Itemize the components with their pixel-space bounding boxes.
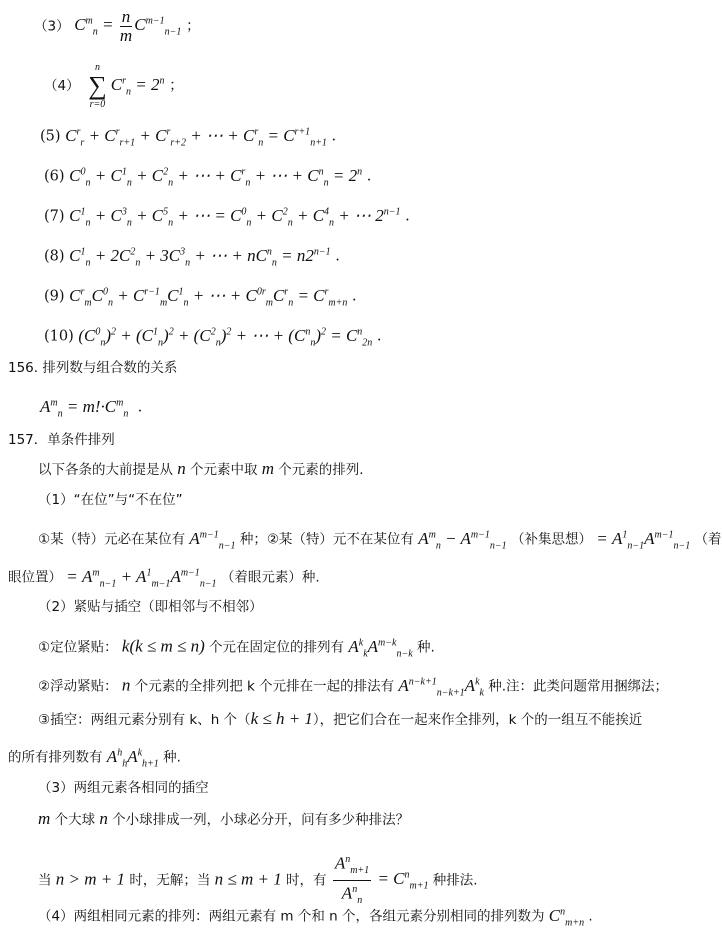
text: 个元素的排列. <box>278 462 364 478</box>
formula-7: (7) $C^1_n + C^3_n + C^5_n$ + ⋯ = $C^0_n + C^2_n + C^4_n$ + ⋯ $2^{n-1}$ . <box>44 205 410 229</box>
text: ③插空：两组元素分别有 k、h 个（ <box>38 712 251 728</box>
text: ①某（特）元必在某位有 <box>38 531 186 548</box>
section-157-title: 157．单条件排列 <box>8 432 115 448</box>
item-label: (7) <box>44 208 65 225</box>
section-156-title: 156. 排列数与组合数的关系 <box>8 360 178 376</box>
formula-9: (9) $C^r_mC^0_n + C^{r-1}_mC^1_n$ + ⋯ + $C^{0r}_mC^r_n = C^r_{m+n}$ . <box>44 285 357 309</box>
math: n <box>99 809 108 828</box>
text: 个元素中取 <box>190 462 258 478</box>
math: n > m + 1 <box>55 869 126 889</box>
text: （4）两组相同元素的排列：两组元素有 m 个和 n 个，各组元素分别相同的排列数为 <box>38 908 545 925</box>
text: （着眼元素）种. <box>220 569 320 586</box>
math: $C^1_n + 2C^2_n + 3C^3_n$ + ⋯ + $nC^n_n = n2^{n-1}$ <box>69 245 331 269</box>
sum-symbol: n ∑ r=0 <box>88 62 107 110</box>
math: k ≤ h + 1 <box>250 709 313 728</box>
math: n <box>121 675 131 695</box>
math: n ∑ r=0 $C^r_n = 2^n$ <box>88 62 165 110</box>
math: $A^k_kA^{m-k}_{n-k}$ <box>348 636 413 660</box>
formula-156: $A^m_n = m!\cdot C^m_n$ . <box>40 396 143 420</box>
item-label: (10) <box>44 328 74 345</box>
text: 个元素的全排列把 k 个元排在一起的排法有 <box>134 678 395 695</box>
sub1-line2 <box>8 563 320 594</box>
math: $C^0_n + C^1_n + C^2_n$ + ⋯ + $C^r_n$ + ⋯ + $C^n_n = 2^n$ <box>69 165 363 189</box>
sub2-line2 <box>38 672 668 703</box>
math: $A^m_n = m!\cdot C^m_n$ <box>40 396 129 420</box>
math: = $A^1_{n-1}A^{m-1}_{n-1}$ <box>596 528 691 552</box>
text: 种.注：此类问题常用捆绑法； <box>488 678 669 695</box>
text: （着 <box>694 531 722 548</box>
sub1-title: （1）“在位”与“不在位” <box>38 492 183 508</box>
sub2-line4 <box>8 743 181 774</box>
math: $C^n_{m+n}$ <box>548 905 585 929</box>
math: $A^{n-k+1}_{n-k+1}A^k_k$ <box>398 675 484 699</box>
text: 种排法. <box>432 872 478 889</box>
math: $\frac{A^n_{m+1}}{A^n_n}$ = $C^n_{m+1}$ <box>331 869 429 888</box>
math: n ≤ m + 1 <box>214 869 282 889</box>
math: $A^{m-1}_{n-1}$ <box>189 528 236 552</box>
text: 种；②某（特）元不在某位有 <box>239 531 414 548</box>
text: ），把它们合在一起来作全排列，k 个的一组互不能挨近 <box>312 712 643 728</box>
text: 眼位置） <box>8 569 62 586</box>
math: k(k ≤ m ≤ n) <box>121 636 205 656</box>
text: 个小球排成一列，小球必分开，问有多少种排法？ <box>112 812 410 828</box>
formula-3: （3） $C^m_n$ = $\frac{n}{m}$ $C^{m-1}_{n-1}$ ； <box>34 7 201 45</box>
sub3-title: （3）两组元素各相同的插空 <box>38 780 209 796</box>
text: 种. <box>163 749 181 766</box>
math: n <box>173 459 190 478</box>
sub2-line1 <box>38 633 435 664</box>
sub2-title: （2）紧贴与插空（即相邻与不相邻） <box>38 599 263 615</box>
formula-6: (6) $C^0_n + C^1_n + C^2_n$ + ⋯ + $C^r_n$ + ⋯ + $C^n_n = 2^n$ . <box>44 165 372 189</box>
item-label: (8) <box>44 248 65 265</box>
sub4-line: （4）两组相同元素的排列：两组元素有 m 个和 n 个，各组元素分别相同的排列数为 $C^n_{m+n}$ . <box>38 905 593 929</box>
text: 时，有 <box>286 872 327 889</box>
item-label: （4） <box>44 77 80 94</box>
math: $C^r_mC^0_n + C^{r-1}_mC^1_n$ + ⋯ + $C^{0r}_mC^r_n = C^r_{m+n}$ <box>69 285 348 309</box>
text: 个元在固定位的排列有 <box>209 639 345 656</box>
math: $A^h_hA^k_{h+1}$ <box>106 746 159 770</box>
math: $C^m_n$ = $\frac{n}{m}$ $C^{m-1}_{n-1}$ <box>74 7 182 45</box>
item-label: （3） <box>34 18 70 35</box>
text: 时，无解；当 <box>129 872 211 889</box>
math: $C^1_n + C^3_n + C^5_n$ + ⋯ = $C^0_n + C^2_n + C^4_n$ + ⋯ $2^{n-1}$ <box>69 205 401 229</box>
text: 当 <box>38 872 52 889</box>
item-label: (5) <box>40 128 61 145</box>
text: 的所有排列数有 <box>8 749 103 766</box>
text: （补集思想） <box>510 531 592 548</box>
text: 以下各条的大前提是从 <box>38 462 173 478</box>
math: = $A^m_{n-1} + A^1_{m-1}A^{m-1}_{n-1}$ <box>66 566 217 590</box>
premise <box>38 459 364 480</box>
math: $A^m_n - A^{m-1}_{n-1}$ <box>418 528 507 552</box>
math: $(C^0_n)^2 + (C^1_n)^2 + (C^2_n)^2$ + ⋯ + $(C^n_n)^2 = C^n_{2n}$ <box>78 325 373 349</box>
item-label: (6) <box>44 168 65 185</box>
math: m <box>38 809 51 828</box>
sub1-line1 <box>38 525 722 556</box>
text: 种. <box>416 639 435 656</box>
math: $C^r_r + C^r_{r+1} + C^r_{r+2}$ + ⋯ + $C^r_n = C^{r+1}_{n+1}$ <box>65 125 327 149</box>
formula-5: (5) $C^r_r + C^r_{r+1} + C^r_{r+2}$ + ⋯ + $C^r_n = C^{r+1}_{n+1}$ . <box>40 125 337 149</box>
sub2-line3 <box>38 709 642 730</box>
text: ①定位紧贴： <box>38 639 118 656</box>
item-label: (9) <box>44 288 65 305</box>
math: m <box>257 459 279 478</box>
formula-8: (8) $C^1_n + 2C^2_n + 3C^3_n$ + ⋯ + $nC^n_n = n2^{n-1}$ . <box>44 245 340 269</box>
formula-4: （4） n ∑ r=0 $C^r_n = 2^n$ ； <box>44 62 184 110</box>
formula-10: (10) $(C^0_n)^2 + (C^1_n)^2 + (C^2_n)^2$ + ⋯ + $(C^n_n)^2 = C^n_{2n}$ . <box>44 325 382 349</box>
text: 个大球 <box>54 812 96 828</box>
text: ②浮动紧贴： <box>38 678 118 695</box>
sub3-line1 <box>38 809 409 830</box>
